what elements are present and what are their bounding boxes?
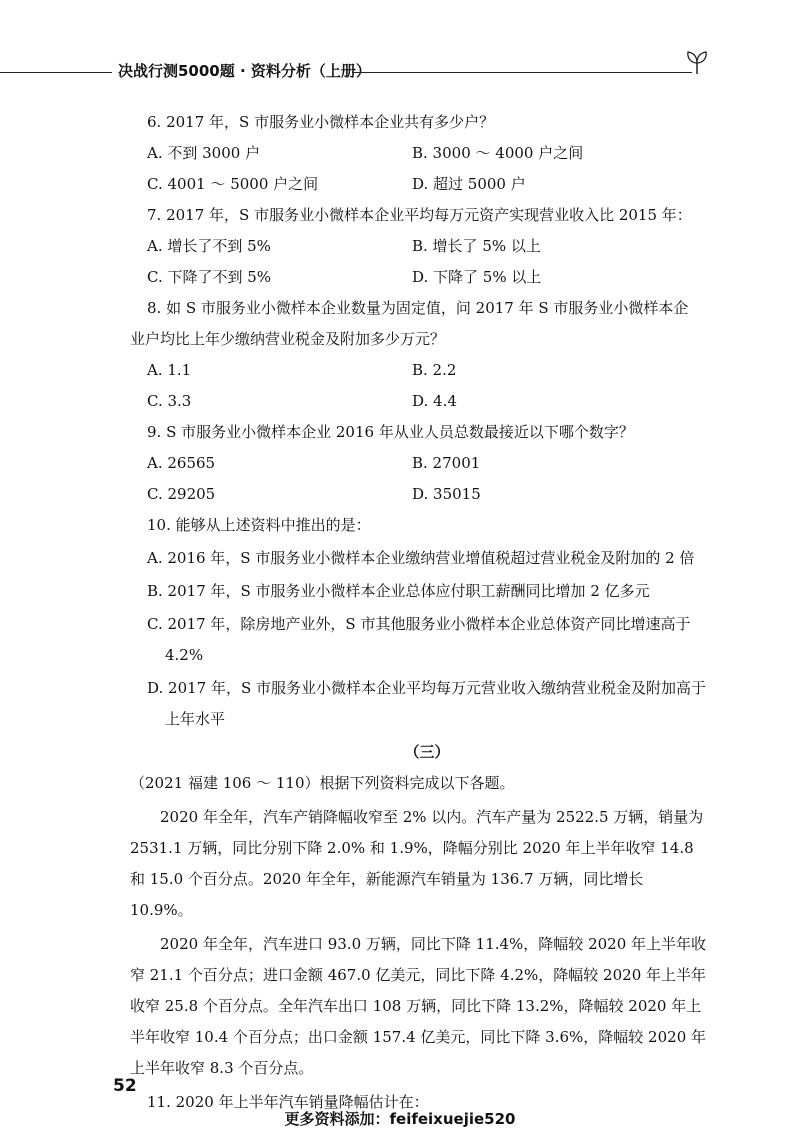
book-title: 决战行测5000题 · 资料分析（上册） xyxy=(118,62,371,80)
option-d: D. 超过 5000 户 xyxy=(412,175,526,193)
material-paragraph-2: 2020 年全年，汽车进口 93.0 万辆，同比下降 11.4%，降幅较 2020 年上半年收窄 21.1 个百分点；进口金额 467.0 亿美元，同比下降 4.2%，降幅较 2020 年上半年收窄 25.8 个百分点。全年汽车出口 108 万辆，同比下降 13.2%，降幅较 2020 年上半年收窄 10.4 个百分点；出口金额 157.4 亿美元，同比下降 3.6%，降幅较 2020 年上半年收窄 8.3 个百分点。 xyxy=(130,935,707,1077)
footer-note: 更多资料添加：feifeixuejie520 xyxy=(284,1110,516,1128)
option-d: D. 4.4 xyxy=(412,392,457,410)
question-11-stem: 11. 2020 年上半年汽车销量降幅估计在： xyxy=(147,1093,429,1111)
question-9-options-row1 xyxy=(147,448,707,479)
question-8-stem-line1: 8. 如 S 市服务业小微样本企业数量为固定值，问 2017 年 S 市服务业小微样本企 xyxy=(147,299,689,317)
question-10-stem: 10. 能够从上述资料中推出的是： xyxy=(147,516,371,534)
question-7-options-row1 xyxy=(147,231,707,262)
option-b: B. 2017 年，S 市服务业小微样本企业总体应付职工薪酬同比增加 2 亿多元 xyxy=(147,582,650,600)
material-paragraph-1: 2020 年全年，汽车产销降幅收窄至 2% 以内。汽车产量为 2522.5 万辆，销量为 2531.1 万辆，同比分别下降 2.0% 和 1.9%，降幅分别比 2020 年上半年收窄 14.8 和 15.0 个百分点。2020 年全年，新能源汽车销量为 136.7 万辆，同比增长 10.9%。 xyxy=(130,808,704,919)
question-8-stem-line2: 业户均比上年少缴纳营业税金及附加多少万元？ xyxy=(130,330,446,348)
header-rule-right xyxy=(352,72,692,73)
page-content xyxy=(130,107,707,1118)
page-number: 52 xyxy=(113,1076,137,1096)
question-6-options-row1 xyxy=(147,138,707,169)
question-6-options-row2 xyxy=(147,169,707,200)
option-b: B. 2.2 xyxy=(412,361,457,379)
option-d: D. 下降了 5% 以上 xyxy=(412,268,542,286)
option-b: B. 27001 xyxy=(412,454,481,472)
question-9-stem: 9. S 市服务业小微样本企业 2016 年从业人员总数最接近以下哪个数字？ xyxy=(147,423,634,441)
question-8-options-row1 xyxy=(147,355,707,386)
question-8-options-row2 xyxy=(147,386,707,417)
option-a: A. 1.1 xyxy=(147,361,192,379)
option-b: B. 3000 ～ 4000 户之间 xyxy=(412,144,584,162)
option-c: C. 下降了不到 5% xyxy=(147,268,272,286)
material-source: （2021 福建 106 ～ 110）根据下列资料完成以下各题。 xyxy=(130,774,515,792)
option-d: D. 35015 xyxy=(412,485,481,503)
option-c: C. 29205 xyxy=(147,485,216,503)
question-9-options-row2 xyxy=(147,479,707,510)
section-heading: （三） xyxy=(404,743,450,761)
option-a: A. 增长了不到 5% xyxy=(147,237,271,255)
question-7-stem: 7. 2017 年，S 市服务业小微样本企业平均每万元资产实现营业收入比 2015 年： xyxy=(147,206,692,224)
option-a: A. 2016 年，S 市服务业小微样本企业缴纳营业增值税超过营业税金及附加的 2 倍 xyxy=(147,549,695,567)
option-d: D. 2017 年，S 市服务业小微样本企业平均每万元营业收入缴纳营业税金及附加高于上年水平 xyxy=(147,679,707,728)
option-c: C. 4001 ～ 5000 户之间 xyxy=(147,175,319,193)
option-b: B. 增长了 5% 以上 xyxy=(412,237,541,255)
sprout-icon xyxy=(682,46,712,76)
option-c: C. 2017 年，除房地产业外，S 市其他服务业小微样本企业总体资产同比增速高于 4.2% xyxy=(147,615,691,664)
question-7-options-row2 xyxy=(147,262,707,293)
question-6-stem: 6. 2017 年，S 市服务业小微样本企业共有多少户？ xyxy=(147,113,495,131)
option-a: A. 不到 3000 户 xyxy=(147,144,261,162)
header-rule-left xyxy=(0,72,112,73)
option-a: A. 26565 xyxy=(147,454,216,472)
running-header xyxy=(0,60,800,84)
option-c: C. 3.3 xyxy=(147,392,192,410)
